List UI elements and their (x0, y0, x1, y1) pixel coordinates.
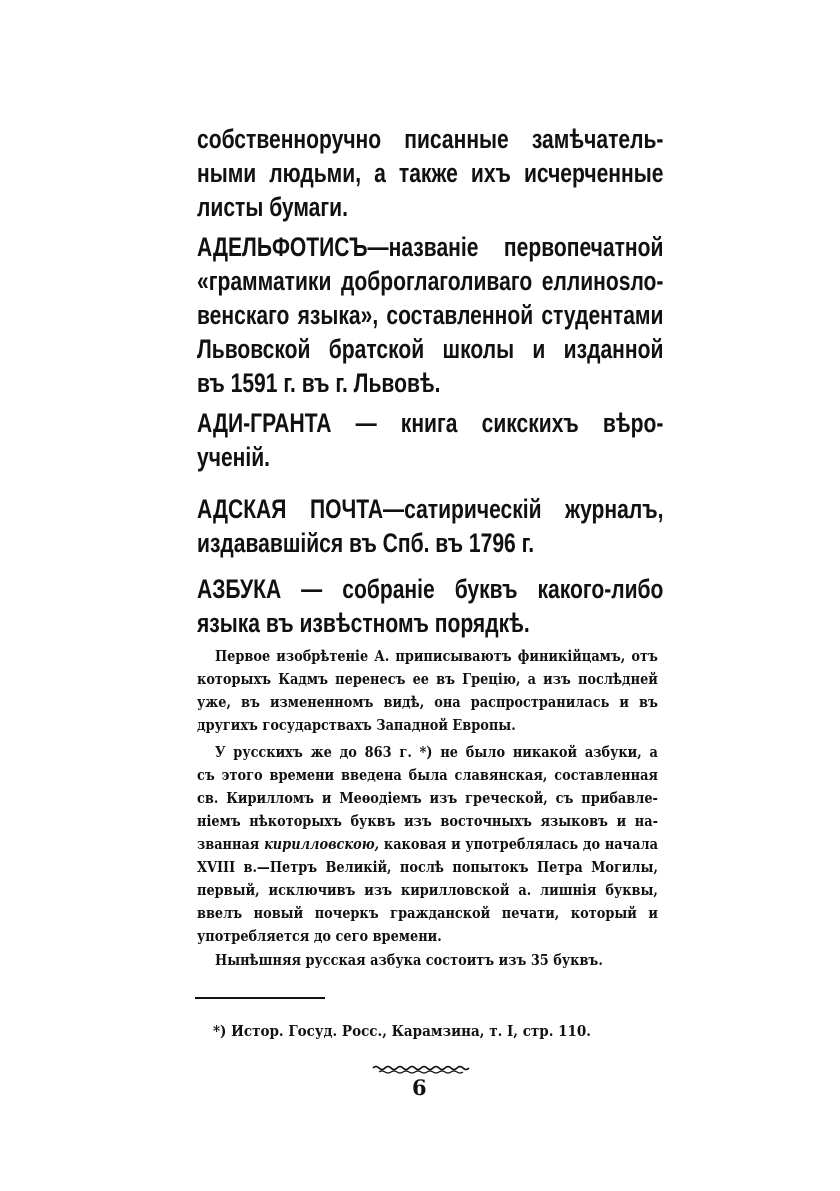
word: и (648, 904, 658, 922)
word: и (321, 789, 332, 807)
word: званная (197, 835, 260, 853)
text-line (197, 494, 663, 525)
word: венскаго (197, 300, 290, 330)
word: ее (412, 670, 430, 688)
word: а (374, 158, 386, 188)
text-line (197, 858, 658, 876)
word: лишнія (540, 881, 597, 899)
word: и (451, 835, 461, 853)
word: буквъ (454, 574, 518, 604)
word: ученій. (197, 442, 271, 472)
word: приписываютъ (395, 647, 512, 665)
page-number: 6 (412, 1075, 427, 1100)
word: журналъ, (565, 494, 664, 524)
word: ніемъ (197, 812, 241, 830)
word: У (215, 743, 226, 761)
text-line (197, 693, 658, 711)
word: распространилась (470, 693, 610, 711)
word: съ (197, 766, 215, 784)
word: введена (341, 766, 402, 784)
word: гражданской (390, 904, 491, 922)
word: до (339, 743, 357, 761)
word: употребляется до сего времени. (197, 927, 442, 945)
word: попытокъ (452, 858, 529, 876)
word: кирилловской (400, 881, 510, 899)
word: не (440, 743, 458, 761)
word: новый (253, 904, 304, 922)
word: г. (399, 743, 412, 761)
word: ными (197, 158, 257, 188)
word: и (619, 693, 629, 711)
text-line (197, 670, 658, 688)
text-line (197, 266, 663, 297)
word: листы бумаги. (197, 192, 348, 222)
word: исключивъ (268, 881, 356, 899)
text-line (197, 608, 663, 639)
text-line (197, 927, 658, 945)
word: видѣ, (383, 693, 425, 711)
word: в.—Петръ (243, 858, 318, 876)
word: АДСКАЯ (197, 494, 287, 524)
word: вѣро- (602, 408, 664, 438)
word: школы (442, 334, 515, 364)
word: изданной (563, 334, 664, 364)
text-line (197, 442, 663, 473)
word: Первое (215, 647, 271, 665)
word: буквъ (350, 812, 396, 830)
word: каковая (383, 835, 447, 853)
word: послѣдней (577, 670, 658, 688)
word: также (398, 158, 458, 188)
word: *) (419, 743, 433, 761)
word: ПОЧТА—сатирическій (309, 494, 542, 524)
word: а (649, 743, 658, 761)
word: азбуки, (584, 743, 642, 761)
word: Меѳодіемъ (339, 789, 422, 807)
word: составленной (386, 300, 534, 330)
word: буквы, (605, 881, 658, 899)
word: а (527, 670, 536, 688)
text-line (197, 334, 663, 365)
text-line (197, 528, 663, 559)
word: ввелъ (197, 904, 243, 922)
word: св. (197, 789, 219, 807)
word: собственноручно (197, 124, 382, 154)
word: языка въ извѣстномъ порядкѣ. (197, 608, 530, 638)
word: XVIII (197, 858, 236, 876)
word: никакой (512, 743, 578, 761)
word: еллинosло- (541, 266, 664, 296)
word: — (355, 408, 377, 438)
word: Кирилломъ (226, 789, 314, 807)
word: которыхъ (197, 670, 272, 688)
text-line (215, 951, 658, 969)
text-line (197, 574, 663, 605)
word: «грамматики (197, 266, 332, 296)
word: была (408, 766, 448, 784)
word: Кадмъ (278, 670, 329, 688)
word: она (434, 693, 461, 711)
word: до (582, 835, 601, 853)
word: какого-либо (537, 574, 664, 604)
word: ихъ (470, 158, 511, 188)
word: печати, (501, 904, 560, 922)
word: изобрѣтеніе (276, 647, 369, 665)
word: книга (400, 408, 458, 438)
word: людьми, (269, 158, 362, 188)
text-line (197, 368, 663, 399)
word: и (532, 334, 546, 364)
word: Львовской (197, 334, 311, 364)
word: славянская, (454, 766, 548, 784)
word: доброглаголиваго (340, 266, 533, 296)
word: измененномъ (269, 693, 374, 711)
word: Грецію, (462, 670, 521, 688)
word: студентами (541, 300, 664, 330)
word: исчерченные (523, 158, 664, 188)
word: кирилловскою, (264, 835, 380, 853)
word: прибавле- (581, 789, 658, 807)
wavy-ornament (371, 1064, 471, 1074)
word: другихъ государствахъ Западной Европы. (197, 716, 516, 734)
word: съ (555, 789, 574, 807)
footnote: *) Истор. Госуд. Росс., Карамзина, т. I, стр. 110. (213, 1022, 591, 1040)
text-line (197, 158, 663, 189)
word: Великій, (325, 858, 392, 876)
word: же (310, 743, 332, 761)
word: а. (518, 881, 532, 899)
text-line (197, 812, 658, 830)
word: братской (328, 334, 425, 364)
word: въ (639, 693, 658, 711)
word: который (570, 904, 637, 922)
word: почеркъ (314, 904, 379, 922)
word: АДЕЛЬФОТИСЪ—названіе (197, 232, 479, 262)
word: на- (634, 812, 658, 830)
word: нѣкоторыхъ (249, 812, 342, 830)
text-line (197, 716, 658, 734)
text-line (197, 766, 658, 784)
word: Петра (536, 858, 583, 876)
word: сикскихъ (481, 408, 579, 438)
text-line (197, 835, 658, 853)
word: восточныхъ (440, 812, 532, 830)
text-line (215, 743, 658, 761)
word: языка», (297, 300, 379, 330)
text-line (197, 300, 663, 331)
word: финикійцамъ, (517, 647, 626, 665)
word: въ (436, 670, 456, 688)
text-line (197, 232, 663, 263)
word: языковъ (540, 812, 608, 830)
text-line (197, 789, 658, 807)
word: собраніе (342, 574, 435, 604)
word: употреблялась (465, 835, 579, 853)
text-line (215, 647, 658, 665)
word: греческой, (465, 789, 548, 807)
word: 863 (364, 743, 392, 761)
word: первый, (197, 881, 260, 899)
word: — (301, 574, 323, 604)
text-line (197, 192, 663, 223)
word: писанные (404, 124, 509, 154)
word: было (465, 743, 506, 761)
word: начала (604, 835, 658, 853)
word: отъ (631, 647, 658, 665)
footnote-divider (195, 997, 325, 999)
text-line (197, 904, 658, 922)
word: Могилы, (591, 858, 658, 876)
word: въ 1591 г. въ г. Львовѣ. (197, 368, 441, 398)
word: уже, (197, 693, 231, 711)
text-line (197, 408, 663, 439)
word: составленная (554, 766, 658, 784)
word: въ (241, 693, 260, 711)
word: русскихъ (233, 743, 303, 761)
word: послѣ (399, 858, 444, 876)
word: Нынѣшняя русская азбука состоитъ изъ 35 буквъ. (215, 951, 603, 969)
word: АЗБУКА (197, 574, 282, 604)
word: этого (221, 766, 263, 784)
word: изъ (364, 881, 393, 899)
word: изъ (543, 670, 571, 688)
word: первопечатной (503, 232, 664, 262)
word: А. (374, 647, 390, 665)
text-line (197, 124, 663, 155)
word: замѣчатель- (531, 124, 664, 154)
word: и (616, 812, 627, 830)
word: издававшійся въ Спб. въ 1796 г. (197, 528, 535, 558)
word: изъ (404, 812, 432, 830)
word: времени (269, 766, 335, 784)
text-line (197, 881, 658, 899)
word: изъ (429, 789, 458, 807)
word: перенесъ (335, 670, 406, 688)
word: АДИ-ГРАНТА (197, 408, 332, 438)
